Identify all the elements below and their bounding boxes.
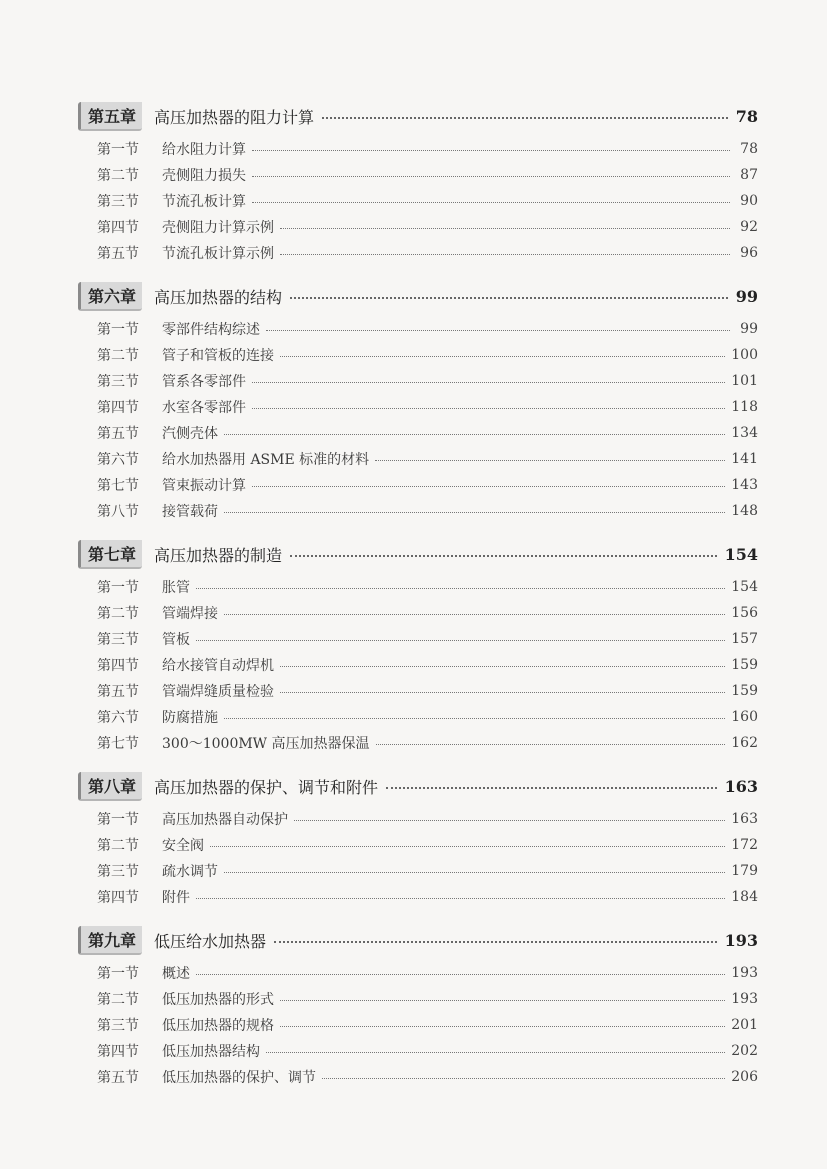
section-page-number: 179 bbox=[731, 863, 758, 879]
chapter-title: 高压加热器的阻力计算 bbox=[154, 107, 315, 127]
dot-leader bbox=[252, 382, 725, 383]
dot-leader bbox=[224, 614, 725, 615]
section-entry[interactable] bbox=[78, 316, 758, 342]
section-title: 接管载荷 bbox=[162, 504, 218, 520]
dot-leader bbox=[224, 718, 725, 719]
section-entry[interactable] bbox=[78, 652, 758, 678]
section-label: 第三节 bbox=[97, 374, 139, 390]
section-label: 第四节 bbox=[97, 1044, 139, 1060]
section-title: 给水加热器用 ASME 标准的材料 bbox=[162, 452, 370, 468]
section-title: 高压加热器自动保护 bbox=[162, 812, 288, 828]
section-page-number: 96 bbox=[740, 245, 758, 261]
section-title: 300～1000MW 高压加热器保温 bbox=[162, 736, 370, 752]
dot-leader bbox=[280, 1026, 725, 1027]
section-title: 胀管 bbox=[162, 580, 190, 596]
dot-leader bbox=[252, 202, 730, 203]
dot-leader bbox=[252, 486, 725, 487]
section-title: 防腐措施 bbox=[162, 710, 218, 726]
section-page-number: 141 bbox=[731, 451, 758, 467]
table-of-contents bbox=[78, 100, 758, 1104]
section-page-number: 78 bbox=[740, 141, 758, 157]
section-title: 附件 bbox=[162, 890, 190, 906]
section-title: 管端焊接 bbox=[162, 606, 218, 622]
chapter-page-number: 99 bbox=[735, 286, 758, 306]
section-label: 第一节 bbox=[97, 580, 139, 596]
section-title: 低压加热器的规格 bbox=[162, 1018, 274, 1034]
section-entry[interactable] bbox=[78, 214, 758, 240]
section-label: 第四节 bbox=[97, 400, 139, 416]
section-page-number: 134 bbox=[731, 425, 758, 441]
section-page-number: 156 bbox=[731, 605, 758, 621]
chapter-label-tag: 第七章 bbox=[78, 540, 142, 569]
section-page-number: 159 bbox=[731, 683, 758, 699]
dot-leader bbox=[280, 254, 730, 255]
section-entry[interactable] bbox=[78, 574, 758, 600]
section-entry[interactable] bbox=[78, 884, 758, 910]
chapter-block bbox=[78, 280, 758, 524]
section-page-number: 90 bbox=[740, 193, 758, 209]
section-entry[interactable] bbox=[78, 806, 758, 832]
chapter-title: 低压给水加热器 bbox=[154, 931, 267, 951]
section-title: 节流孔板计算示例 bbox=[162, 246, 274, 262]
section-entry[interactable] bbox=[78, 446, 758, 472]
section-label: 第一节 bbox=[97, 322, 139, 338]
chapter-block bbox=[78, 770, 758, 910]
section-title: 节流孔板计算 bbox=[162, 194, 246, 210]
section-title: 低压加热器结构 bbox=[162, 1044, 260, 1060]
section-title: 水室各零部件 bbox=[162, 400, 246, 416]
section-title: 低压加热器的形式 bbox=[162, 992, 274, 1008]
section-label: 第二节 bbox=[97, 168, 139, 184]
chapter-block bbox=[78, 538, 758, 756]
section-page-number: 206 bbox=[731, 1069, 758, 1085]
section-page-number: 154 bbox=[731, 579, 758, 595]
section-entry[interactable] bbox=[78, 136, 758, 162]
section-title: 汽侧壳体 bbox=[162, 426, 218, 442]
section-title: 给水接管自动焊机 bbox=[162, 658, 274, 674]
dot-leader bbox=[252, 150, 730, 151]
chapter-label-tag: 第八章 bbox=[78, 772, 142, 801]
chapter-entry[interactable] bbox=[78, 538, 758, 570]
dot-leader bbox=[196, 974, 725, 975]
section-title: 管系各零部件 bbox=[162, 374, 246, 390]
dot-leader bbox=[376, 744, 726, 745]
chapter-page-number: 154 bbox=[724, 544, 758, 564]
dot-leader bbox=[266, 1052, 725, 1053]
section-entry[interactable] bbox=[78, 600, 758, 626]
section-label: 第五节 bbox=[97, 246, 139, 262]
section-page-number: 172 bbox=[731, 837, 758, 853]
dot-leader bbox=[280, 356, 725, 357]
section-page-number: 160 bbox=[731, 709, 758, 725]
dot-leader bbox=[280, 228, 730, 229]
dot-leader bbox=[322, 1078, 725, 1079]
section-label: 第四节 bbox=[97, 890, 139, 906]
chapter-page-number: 163 bbox=[724, 776, 758, 796]
dot-leader bbox=[252, 176, 730, 177]
dot-leader bbox=[224, 512, 725, 513]
chapter-title: 高压加热器的结构 bbox=[154, 287, 283, 307]
section-page-number: 201 bbox=[731, 1017, 758, 1033]
dot-leader bbox=[294, 820, 725, 821]
dot-leader bbox=[386, 787, 717, 789]
chapter-entry[interactable] bbox=[78, 924, 758, 956]
dot-leader bbox=[280, 666, 725, 667]
chapter-label-tag: 第九章 bbox=[78, 926, 142, 955]
section-label: 第五节 bbox=[97, 1070, 139, 1086]
section-page-number: 202 bbox=[731, 1043, 758, 1059]
section-label: 第四节 bbox=[97, 658, 139, 674]
section-entry[interactable] bbox=[78, 394, 758, 420]
section-entry[interactable] bbox=[78, 1064, 758, 1090]
section-label: 第六节 bbox=[97, 452, 139, 468]
dot-leader bbox=[274, 941, 717, 943]
section-page-number: 118 bbox=[731, 399, 758, 415]
section-entry[interactable] bbox=[78, 960, 758, 986]
chapter-block bbox=[78, 100, 758, 266]
section-entry[interactable] bbox=[78, 342, 758, 368]
chapter-label-tag: 第五章 bbox=[78, 102, 142, 131]
section-page-number: 100 bbox=[731, 347, 758, 363]
section-label: 第一节 bbox=[97, 142, 139, 158]
section-label: 第二节 bbox=[97, 348, 139, 364]
section-entry[interactable] bbox=[78, 858, 758, 884]
chapter-entry[interactable] bbox=[78, 280, 758, 312]
dot-leader bbox=[280, 692, 725, 693]
section-page-number: 193 bbox=[731, 991, 758, 1007]
section-title: 给水阻力计算 bbox=[162, 142, 246, 158]
section-label: 第七节 bbox=[97, 478, 139, 494]
chapter-title: 高压加热器的制造 bbox=[154, 545, 283, 565]
section-label: 第六节 bbox=[97, 710, 139, 726]
chapter-entry[interactable] bbox=[78, 100, 758, 132]
section-title: 零部件结构综述 bbox=[162, 322, 260, 338]
section-entry[interactable] bbox=[78, 1038, 758, 1064]
section-label: 第三节 bbox=[97, 194, 139, 210]
section-title: 概述 bbox=[162, 966, 190, 982]
section-page-number: 101 bbox=[731, 373, 758, 389]
section-label: 第二节 bbox=[97, 838, 139, 854]
chapter-entry[interactable] bbox=[78, 770, 758, 802]
dot-leader bbox=[322, 117, 728, 119]
section-title: 壳侧阻力损失 bbox=[162, 168, 246, 184]
section-page-number: 184 bbox=[731, 889, 758, 905]
section-title: 低压加热器的保护、调节 bbox=[162, 1070, 316, 1086]
section-entry[interactable] bbox=[78, 240, 758, 266]
section-label: 第三节 bbox=[97, 632, 139, 648]
section-entry[interactable] bbox=[78, 162, 758, 188]
section-title: 壳侧阻力计算示例 bbox=[162, 220, 274, 236]
section-page-number: 159 bbox=[731, 657, 758, 673]
chapter-block bbox=[78, 924, 758, 1090]
dot-leader bbox=[290, 297, 728, 299]
section-page-number: 99 bbox=[740, 321, 758, 337]
chapter-title: 高压加热器的保护、调节和附件 bbox=[154, 777, 379, 797]
section-title: 疏水调节 bbox=[162, 864, 218, 880]
section-label: 第七节 bbox=[97, 736, 139, 752]
section-page-number: 193 bbox=[731, 965, 758, 981]
section-entry[interactable] bbox=[78, 420, 758, 446]
section-label: 第三节 bbox=[97, 864, 139, 880]
section-entry[interactable] bbox=[78, 1012, 758, 1038]
dot-leader bbox=[224, 872, 725, 873]
section-entry[interactable] bbox=[78, 368, 758, 394]
section-label: 第八节 bbox=[97, 504, 139, 520]
section-entry[interactable] bbox=[78, 832, 758, 858]
section-page-number: 143 bbox=[731, 477, 758, 493]
section-label: 第四节 bbox=[97, 220, 139, 236]
section-title: 管束振动计算 bbox=[162, 478, 246, 494]
section-title: 管端焊缝质量检验 bbox=[162, 684, 274, 700]
section-label: 第三节 bbox=[97, 1018, 139, 1034]
section-label: 第五节 bbox=[97, 684, 139, 700]
dot-leader bbox=[266, 330, 730, 331]
dot-leader bbox=[224, 434, 725, 435]
dot-leader bbox=[290, 555, 717, 557]
section-page-number: 162 bbox=[731, 735, 758, 751]
section-page-number: 163 bbox=[731, 811, 758, 827]
section-title: 管子和管板的连接 bbox=[162, 348, 274, 364]
section-entry[interactable] bbox=[78, 986, 758, 1012]
dot-leader bbox=[375, 460, 725, 461]
section-page-number: 87 bbox=[740, 167, 758, 183]
section-entry[interactable] bbox=[78, 730, 758, 756]
section-entry[interactable] bbox=[78, 498, 758, 524]
section-entry[interactable] bbox=[78, 678, 758, 704]
dot-leader bbox=[280, 1000, 725, 1001]
dot-leader bbox=[196, 640, 725, 641]
section-entry[interactable] bbox=[78, 472, 758, 498]
section-page-number: 157 bbox=[731, 631, 758, 647]
section-page-number: 92 bbox=[740, 219, 758, 235]
dot-leader bbox=[252, 408, 725, 409]
section-entry[interactable] bbox=[78, 626, 758, 652]
section-page-number: 148 bbox=[731, 503, 758, 519]
section-label: 第一节 bbox=[97, 966, 139, 982]
section-title: 管板 bbox=[162, 632, 190, 648]
chapter-page-number: 193 bbox=[724, 930, 758, 950]
section-label: 第五节 bbox=[97, 426, 139, 442]
section-title: 安全阀 bbox=[162, 838, 204, 854]
dot-leader bbox=[196, 898, 725, 899]
chapter-page-number: 78 bbox=[735, 106, 758, 126]
section-label: 第二节 bbox=[97, 606, 139, 622]
section-label: 第二节 bbox=[97, 992, 139, 1008]
section-label: 第一节 bbox=[97, 812, 139, 828]
dot-leader bbox=[196, 588, 725, 589]
section-entry[interactable] bbox=[78, 704, 758, 730]
section-entry[interactable] bbox=[78, 188, 758, 214]
dot-leader bbox=[210, 846, 725, 847]
chapter-label-tag: 第六章 bbox=[78, 282, 142, 311]
